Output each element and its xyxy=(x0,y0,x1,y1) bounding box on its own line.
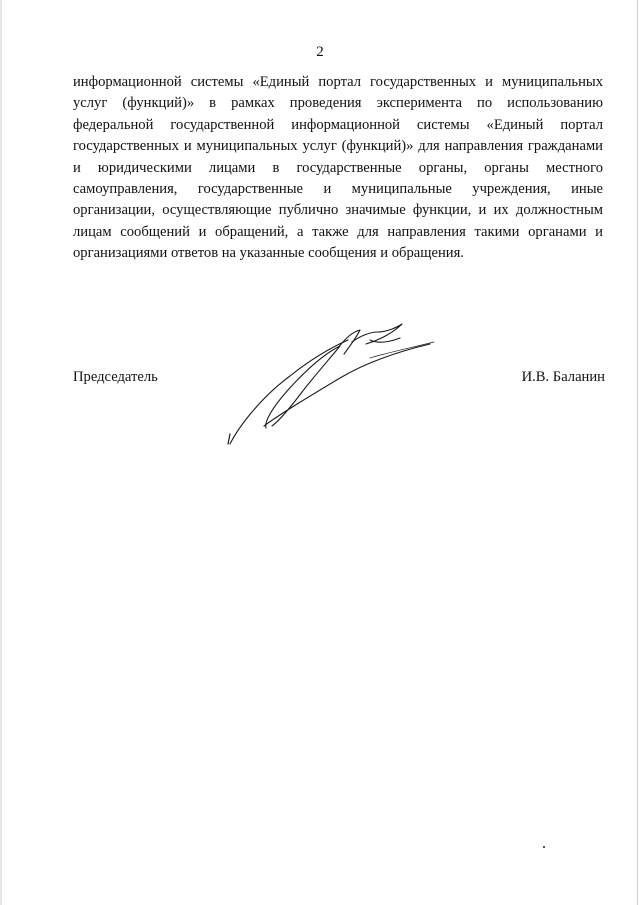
body-line: информационной системы «Единый портал государственных и муниципальных xyxy=(73,74,603,90)
page-number: 2 xyxy=(316,44,324,60)
body-line: услуг (функций)» в рамках проведения эксперимента по использованию xyxy=(73,95,603,112)
body-line: самоуправления, государственные и муниципальные учреждения, иные xyxy=(73,181,603,198)
body-line: федеральной государственной информационной системы «Единый портал xyxy=(73,116,603,133)
signatory-name: И.В. Баланин xyxy=(521,369,605,385)
body-line: организации, осуществляющие публично значимые функции, и их должностным xyxy=(73,202,603,219)
body-line: и юридическими лицами в государственные органы, органы местного xyxy=(73,159,603,176)
body-line: лицам сообщений и обращений, а также для направления такими органами и xyxy=(73,223,603,240)
scan-right-edge xyxy=(637,0,638,905)
handwritten-signature xyxy=(220,318,440,448)
body-paragraph xyxy=(73,72,603,265)
body-line: организациями ответов на указанные сообщения и обращения. xyxy=(73,245,464,262)
scan-left-edge xyxy=(0,0,2,905)
signatory-title: Председатель xyxy=(73,369,158,385)
scan-speck xyxy=(543,846,545,848)
body-line: государственных и муниципальных услуг (функций)» для направления гражданами xyxy=(73,138,603,155)
